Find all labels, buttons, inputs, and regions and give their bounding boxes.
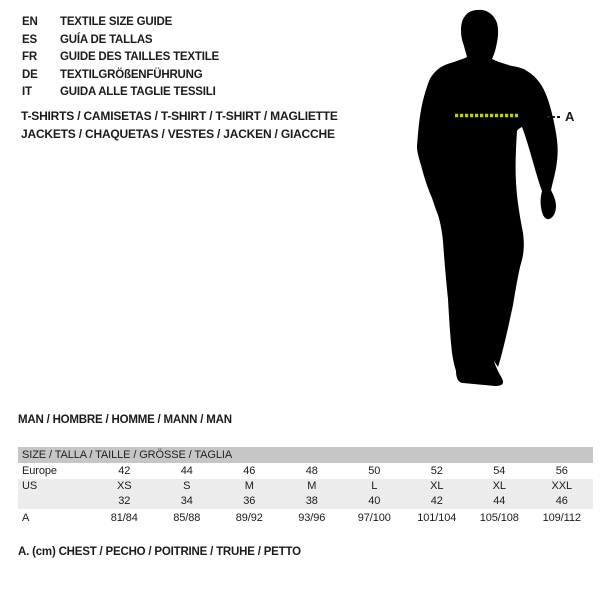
- language-title: TEXTILGRÖßENFÜHRUNG: [60, 68, 203, 81]
- size-cell: 81/84: [110, 512, 138, 524]
- size-table-header: SIZE / TALLA / TAILLE / GRÖSSE / TAGLIA: [18, 447, 593, 463]
- size-cell: 109/112: [542, 512, 581, 524]
- row-label: Europe: [22, 465, 57, 477]
- size-cell: 42: [118, 465, 131, 477]
- size-cell: 44: [180, 465, 193, 477]
- language-code: ES: [22, 33, 37, 46]
- language-title: TEXTILE SIZE GUIDE: [60, 16, 173, 28]
- size-table-row-chest-cm: [18, 509, 593, 528]
- size-cell: 85/88: [173, 512, 201, 524]
- language-row: [22, 67, 219, 85]
- size-cell: 32: [118, 495, 131, 507]
- language-title: GUÍA DE TALLAS: [60, 33, 153, 46]
- man-silhouette: [417, 10, 558, 386]
- size-cell: 50: [368, 465, 381, 477]
- language-row: [22, 84, 219, 102]
- size-cell: 38: [305, 495, 318, 507]
- size-cell: 56: [555, 465, 568, 477]
- row-label: [18, 494, 93, 509]
- product-category-line-jackets: JACKETS / CHAQUETAS / VESTES / JACKEN / GIACCHE: [21, 127, 335, 141]
- size-cell: 44: [493, 495, 506, 507]
- size-cell: 48: [305, 465, 318, 477]
- size-cell: 101/104: [417, 512, 457, 524]
- row-label: A: [22, 512, 30, 524]
- measurement-footnote: A. (cm) CHEST / PECHO / POITRINE / TRUHE / PETTO: [18, 546, 301, 558]
- language-code: DE: [22, 68, 38, 81]
- language-code: EN: [22, 16, 38, 28]
- size-cell: XL: [492, 480, 506, 492]
- size-table-row-us-numbers: [18, 494, 593, 509]
- gender-section-heading: MAN / HOMBRE / HOMME / MANN / MAN: [18, 414, 232, 426]
- product-category-line-tshirts: T-SHIRTS / CAMISETAS / T-SHIRT / T-SHIRT / MAGLIETTE: [21, 109, 338, 123]
- language-code: IT: [22, 86, 32, 98]
- size-table-row-europe: [18, 463, 593, 479]
- language-title: GUIDE DES TAILLES TEXTILE: [60, 51, 219, 63]
- size-cell: XS: [117, 480, 132, 492]
- size-cell: 52: [430, 465, 443, 477]
- size-cell: 36: [243, 495, 256, 507]
- size-cell: M: [307, 480, 317, 492]
- size-cell: 40: [368, 495, 381, 507]
- row-label: US: [22, 480, 38, 492]
- size-cell: 54: [493, 465, 506, 477]
- size-table: [18, 447, 593, 528]
- size-cell: XXL: [551, 480, 572, 492]
- size-cell: S: [183, 480, 191, 492]
- size-cell: 93/96: [298, 512, 326, 524]
- size-cell: 46: [243, 465, 256, 477]
- language-row: [22, 49, 219, 67]
- size-cell: 105/108: [479, 512, 519, 524]
- size-cell: 89/92: [235, 512, 263, 524]
- language-code: FR: [22, 51, 37, 63]
- size-cell: 42: [430, 495, 443, 507]
- size-cell: 97/100: [357, 512, 391, 524]
- size-cell: L: [371, 480, 378, 492]
- man-silhouette-figure: [410, 5, 580, 395]
- product-category-lines: [21, 107, 338, 143]
- size-cell: XL: [430, 480, 444, 492]
- measurement-label-a: A: [565, 109, 575, 124]
- size-cell: 34: [180, 495, 193, 507]
- language-title: GUIDA ALLE TAGLIE TESSILI: [60, 86, 216, 98]
- language-row: [22, 14, 219, 32]
- size-table-row-us-letters: [18, 479, 593, 494]
- size-cell: M: [244, 480, 254, 492]
- size-cell: 46: [555, 495, 568, 507]
- language-title-list: [22, 14, 219, 102]
- language-row: [22, 32, 219, 50]
